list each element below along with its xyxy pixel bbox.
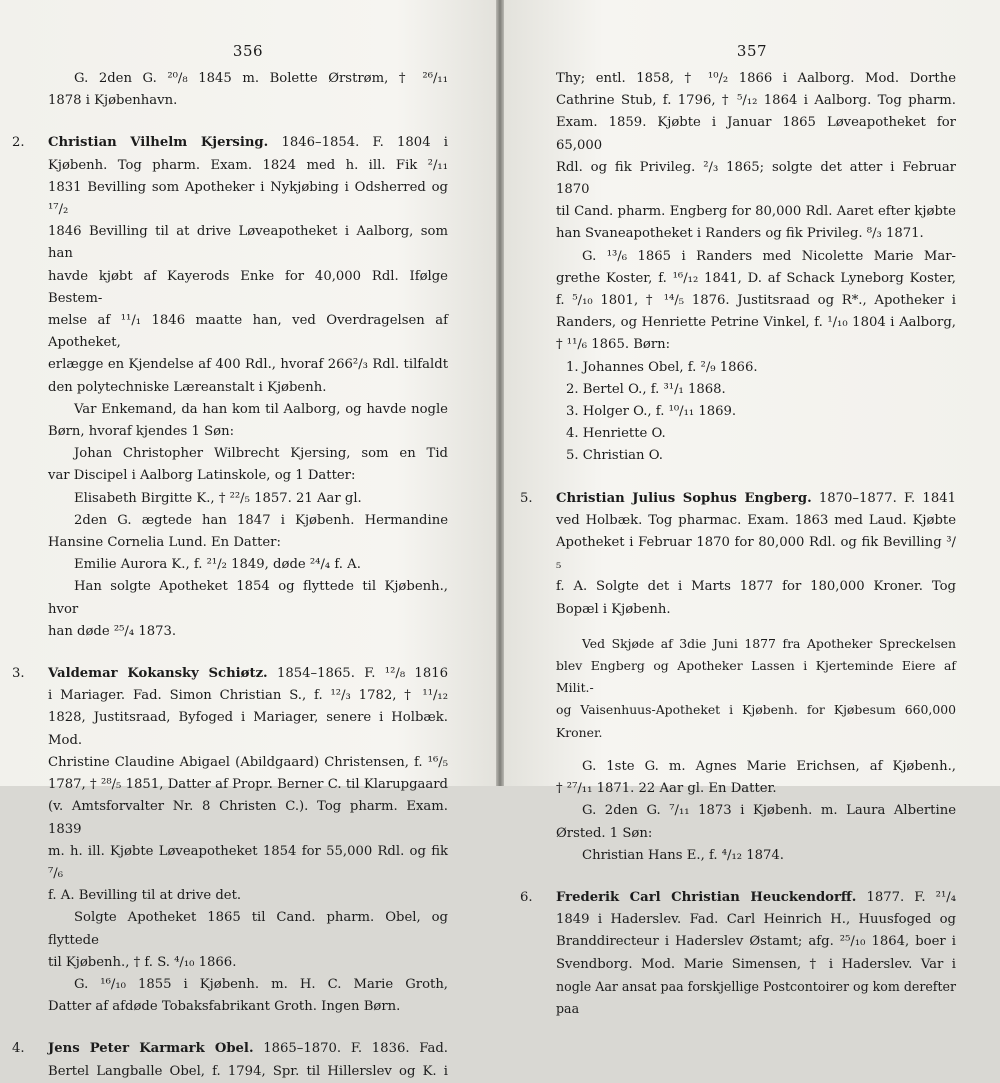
text-line: Solgte Apotheket 1865 til Cand. pharm. Obel, og flyttede [48, 910, 448, 948]
text-line: Bertel Langballe Obel, f. 1794, Spr. til Hillerslev og K. i [48, 1063, 448, 1079]
entry-number: 6. [520, 889, 533, 905]
text-line: Datter af afdøde Tobaksfabrikant Groth. Ingen Børn. [48, 999, 401, 1015]
text-line: Svendborg. Mod. Marie Simensen, † i Haderslev. Var i [556, 956, 956, 972]
entry-4-heading [12, 1038, 448, 1060]
list-item: 5. Christian O. [566, 448, 663, 464]
text-line: den polytechniske Læreanstalt i Kjøbenh. [48, 379, 327, 395]
entry-name: Jens Peter Karmark Obel. [48, 1041, 254, 1057]
entry-2-heading [12, 132, 448, 154]
text-line: (v. Amtsforvalter Nr. 8 Christen C.). Tog pharm. Exam. 1839 [48, 799, 448, 837]
text-line: G. ¹⁶/₁₀ 1855 i Kjøbenh. m. H. C. Marie Groth, [74, 976, 448, 992]
text-line: G. 2den G. ⁷/₁₁ 1873 i Kjøbenh. m. Laura Albertine [582, 803, 956, 819]
entry-6-heading [520, 887, 956, 909]
text-line: grethe Koster, f. ¹⁶/₁₂ 1841, D. af Schack Lyneborg Koster, [556, 270, 956, 286]
text-line: Ørsted. 1 Søn: [556, 825, 653, 841]
entry-number: 2. [12, 135, 25, 151]
text-line: til Kjøbenh., † f. S. ⁴/₁₀ 1866. [48, 954, 237, 970]
text-line: og Vaisenhuus-Apotheket i Kjøbenh. for Kjøbesum 660,000 Kroner. [556, 702, 956, 740]
entry-dates: 1854–1865. F. ¹²/₈ 1816 [267, 666, 448, 682]
children-list [556, 357, 956, 468]
text-line: Rdl. og fik Privileg. ²/₃ 1865; solgte det atter i Februar 1870 [556, 159, 956, 198]
text-line: Christine Claudine Abigael (Abildgaard) Christensen, f. ¹⁶/₅ [48, 754, 448, 770]
list-item: 2. Bertel O., f. ³¹/₁ 1868. [566, 381, 726, 397]
entry-name: Frederik Carl Christian Heuckendorff. [556, 889, 857, 905]
list-item: 3. Holger O., f. ¹⁰/₁₁ 1869. [566, 404, 737, 420]
text-line: G. ¹³/₆ 1865 i Randers med Nicolette Marie Mar- [582, 248, 956, 264]
text-line: Børn, hvoraf kjendes 1 Søn: [48, 424, 235, 440]
entry-dates: 1870–1877. F. 1841 [811, 490, 956, 506]
text-line: Kjøbenh. Tog pharm. Exam. 1824 med h. ill. Fik ²/₁₁ [48, 157, 448, 173]
list-item: 1. Johannes Obel, f. ²/₉ 1866. [566, 359, 758, 375]
text-line: 1831 Bevilling som Apotheker i Nykjøbing i Odsherred og ¹⁷/₂ [48, 179, 448, 218]
text-line: Ved Skjøde af 3die Juni 1877 fra Apotheker Spreckelsen [582, 635, 956, 651]
text-line: Emilie Aurora K., f. ²¹/₂ 1849, døde ²⁴/₄ f. A. [74, 557, 361, 573]
text-line: var Discipel i Aalborg Latinskole, og 1 Datter: [48, 468, 356, 484]
text-line: f. A. Solgte det i Marts 1877 for 180,000 Kroner. Tog [556, 579, 956, 595]
entry-number: 4. [12, 1041, 25, 1057]
text-line: Cathrine Stub, f. 1796, † ⁵/₁₂ 1864 i Aalborg. Tog pharm. [556, 93, 956, 109]
text-line: 2den G. ægtede han 1847 i Kjøbenh. Hermandine [74, 512, 448, 528]
left-column [12, 68, 448, 1083]
text-line: Branddirecteur i Haderslev Østamt; afg. ²⁵/₁₀ 1864, boer i [556, 934, 956, 950]
text-line: erlægge en Kjendelse af 400 Rdl., hvoraf 266²/₃ Rdl. tilfaldt [48, 357, 448, 373]
entry-dates: 1846–1854. F. 1804 i [268, 135, 448, 151]
text-line: G. 1ste G. m. Agnes Marie Erichsen, af Kjøbenh., [582, 758, 956, 774]
text-line: 1787, † ²⁸/₅ 1851, Datter af Propr. Berner C. til Klarupgaard [48, 777, 448, 793]
entry-3-heading [12, 663, 448, 685]
text-line: 1849 i Haderslev. Fad. Carl Heinrich H., Huusfoged og [556, 912, 956, 928]
entry-5-heading [520, 488, 956, 510]
text-line: Var Enkemand, da han kom til Aalborg, og havde nogle [74, 401, 448, 417]
text-line: ved Holbæk. Tog pharmac. Exam. 1863 med Laud. Kjøbte [556, 512, 956, 528]
text-line: Han solgte Apotheket 1854 og flyttede til Kjøbenh., hvor [48, 579, 448, 617]
text-line: Christian Hans E., f. ⁴/₁₂ 1874. [582, 847, 784, 863]
right-page [504, 0, 1000, 1016]
entry-dates: 1865–1870. F. 1836. Fad. [253, 1041, 448, 1057]
text-line: Bopæl i Kjøbenh. [556, 601, 671, 617]
text-line: Johan Christopher Wilbrecht Kjersing, som en Tid [74, 446, 448, 462]
text-line: G. 2den G. ²⁰/₈ 1845 m. Bolette Ørstrøm, † ²⁶/₁₁ [74, 71, 448, 86]
entry-number: 3. [12, 666, 25, 682]
text-line: 1828, Justitsraad, Byfoged i Mariager, senere i Holbæk. Mod. [48, 710, 448, 748]
entry-dates: 1877. F. ²¹/₄ [856, 889, 956, 905]
text-line: Hansine Cornelia Lund. En Datter: [48, 535, 281, 551]
text-line: Apotheket i Februar 1870 for 80,000 Rdl. og fik Bevilling ³/₅ [556, 535, 956, 573]
text-line: Exam. 1859. Kjøbte i Januar 1865 Løveapotheket for 65,000 [556, 115, 956, 153]
page-number-right: 357 [736, 42, 768, 60]
text-line: f. ⁵/₁₀ 1801, † ¹⁴/₅ 1876. Justitsraad og R*., Apotheker i [556, 293, 956, 309]
right-column [520, 68, 956, 1020]
text-line: i Mariager. Fad. Simon Christian S., f. ¹²/₃ 1782, † ¹¹/₁₂ [48, 688, 448, 704]
book-gutter [496, 0, 504, 786]
entry-name: Christian Vilhelm Kjersing. [48, 135, 269, 151]
text-line: nogle Aar ansat paa forskjellige Postcontoirer og kom derefter paa [556, 978, 956, 1016]
text-line: han Svaneapotheket i Randers og fik Privileg. ⁸/₃ 1871. [556, 226, 924, 242]
text-line: 1846 Bevilling til at drive Løveapotheket i Aalborg, som han [48, 224, 448, 262]
text-line: 1878 i Kjøbenhavn. [48, 93, 178, 109]
entry-number: 5. [520, 490, 533, 506]
entry-name: Christian Julius Sophus Engberg. [556, 490, 812, 506]
page-number-left: 356 [232, 42, 264, 60]
text-line: m. h. ill. Kjøbte Løveapotheket 1854 for 55,000 Rdl. og fik ⁷/₆ [48, 843, 448, 881]
entry-name: Valdemar Kokansky Schiøtz. [48, 666, 268, 682]
list-item: 4. Henriette O. [566, 426, 666, 442]
text-line: f. A. Bevilling til at drive det. [48, 888, 242, 904]
text-line: blev Engberg og Apotheker Lassen i Kjerteminde Eiere af Milit.- [556, 658, 956, 696]
text-line: han døde ²⁵/₄ 1873. [48, 623, 177, 639]
text-line: Thy; entl. 1858, † ¹⁰/₂ 1866 i Aalborg. Mod. Dorthe [556, 71, 956, 86]
text-line: † ¹¹/₆ 1865. Børn: [556, 337, 671, 353]
text-line: til Cand. pharm. Engberg for 80,000 Rdl. Aaret efter kjøbte [556, 204, 956, 220]
text-line: melse af ¹¹/₁ 1846 maatte han, ved Overdragelsen af Apotheket, [48, 313, 448, 351]
text-line: † ²⁷/₁₁ 1871. 22 Aar gl. En Datter. [556, 781, 777, 797]
text-line: havde kjøbt af Kayerods Enke for 40,000 Rdl. Ifølge Bestem- [48, 268, 448, 306]
text-line: Randers, og Henriette Petrine Vinkel, f. ¹/₁₀ 1804 i Aalborg, [556, 315, 956, 331]
left-page [0, 0, 496, 1079]
text-line: Elisabeth Birgitte K., † ²²/₅ 1857. 21 Aar gl. [74, 490, 362, 506]
